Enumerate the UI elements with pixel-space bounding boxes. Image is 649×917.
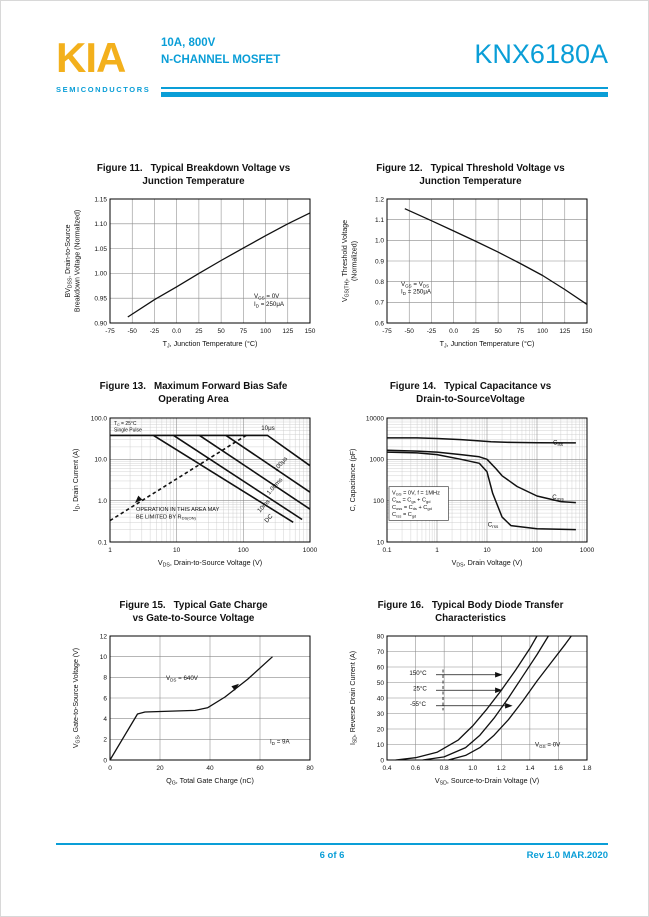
figure-14-title: Figure 14. Typical Capacitance vs Drain-to-SourceVoltage	[389, 381, 552, 406]
part-number: KNX6180A	[474, 39, 608, 69]
svg-text:100: 100	[537, 328, 548, 336]
svg-text:0.9: 0.9	[374, 258, 384, 266]
svg-text:VGS(TH), Threshold Voltage: $V_{GS(TH)}$, Threshold Voltage	[342, 220, 351, 303]
svg-text:100.0: 100.0	[90, 415, 107, 423]
svg-text:1000: 1000	[579, 546, 595, 554]
svg-text:0.8: 0.8	[439, 765, 449, 773]
svg-text:125: 125	[559, 328, 571, 336]
svg-text:ID = 250μA: $I_D = 250\mu A$	[401, 289, 432, 297]
device-type: N-CHANNEL MOSFET	[161, 53, 281, 66]
threshold-voltage-chart	[333, 193, 608, 359]
svg-text:Single Pulse: Single Pulse	[114, 427, 142, 434]
figure-label: Figure 16.	[377, 599, 424, 611]
svg-text:0.95: 0.95	[94, 295, 107, 303]
svg-text:70: 70	[376, 649, 384, 657]
svg-text:TJ, Junction Temperature (°C): $T_J$, Junction Temperature (°C)	[162, 339, 258, 351]
svg-text:40: 40	[376, 695, 384, 703]
svg-text:-75: -75	[382, 328, 392, 336]
header-rule-thin	[161, 87, 608, 89]
footer-rule	[56, 843, 608, 845]
svg-text:25: 25	[472, 328, 480, 336]
svg-text:150: 150	[304, 328, 316, 336]
revision-label: Rev 1.0 MAR.2020	[526, 850, 608, 861]
svg-text:0.4: 0.4	[382, 765, 392, 773]
figure-label: Figure 14.	[389, 381, 437, 393]
svg-text:BVDSS, Drain-to-Source: $BV_{DSS}$, Drain-to-Source	[65, 225, 74, 298]
svg-text:-50: -50	[127, 328, 137, 336]
header-rule-thick	[161, 92, 608, 97]
svg-text:50: 50	[494, 328, 502, 336]
svg-text:25°C: 25°C	[413, 685, 427, 693]
svg-text:TJ, Junction Temperature (°C): $T_J$, Junction Temperature (°C)	[439, 339, 535, 351]
figure-label: Figure 12.	[376, 163, 423, 174]
svg-text:ID, Drain Current (A): $I_D$, Drain Current (A)	[73, 448, 82, 512]
svg-text:ID = 250μA: $I_D = 250\mu A$	[254, 301, 285, 310]
svg-text:BE LIMITED BY RDS(ON): BE LIMITED BY $R_{DS(ON)}$	[136, 514, 196, 521]
svg-text:1.0: 1.0	[468, 765, 478, 773]
svg-text:25: 25	[195, 328, 203, 336]
svg-text:1.2: 1.2	[496, 765, 506, 773]
svg-text:0.6: 0.6	[374, 320, 384, 328]
svg-text:VGS = 0V: $V_{GS} = 0V$	[254, 293, 280, 302]
svg-text:(Normalized): (Normalized)	[351, 241, 359, 282]
footer	[56, 843, 608, 861]
svg-text:10: 10	[99, 654, 107, 662]
svg-text:10: 10	[483, 546, 491, 554]
figure-13-title: Figure 13. Maximum Forward Bias Safe Operating Area	[99, 381, 288, 406]
svg-text:-50: -50	[404, 328, 414, 336]
svg-text:1.0: 1.0	[97, 497, 107, 505]
svg-text:30: 30	[376, 711, 384, 719]
header	[56, 31, 608, 131]
svg-text:-25: -25	[149, 328, 160, 336]
figure-14	[333, 381, 608, 577]
svg-text:0.0: 0.0	[172, 328, 182, 336]
svg-text:Coss: $C_{oss}$	[552, 494, 564, 502]
device-summary	[161, 35, 280, 68]
svg-text:10: 10	[376, 539, 384, 547]
svg-text:75: 75	[516, 328, 524, 336]
figure-11	[56, 163, 331, 359]
svg-text:Breakdown Voltage (Normalized): Breakdown Voltage (Normalized)	[74, 210, 82, 313]
svg-text:80: 80	[376, 633, 384, 641]
svg-text:10000: 10000	[365, 415, 384, 423]
kia-logo: KIA	[56, 34, 126, 81]
svg-text:VDS = 640V: $V_{DS} = 640V$	[166, 675, 198, 683]
svg-text:75: 75	[239, 328, 247, 336]
svg-text:0.0: 0.0	[449, 328, 459, 336]
figure-16	[333, 600, 608, 796]
svg-text:12: 12	[99, 633, 107, 641]
svg-text:OPERATION IN THIS AREA MAY: OPERATION IN THIS AREA MAY	[136, 506, 220, 513]
svg-text:20: 20	[156, 765, 164, 773]
svg-text:0.1: 0.1	[382, 546, 392, 554]
svg-text:10: 10	[376, 742, 384, 750]
svg-text:1000: 1000	[302, 546, 318, 554]
svg-text:100μs: 100μs	[272, 455, 290, 473]
svg-text:40: 40	[206, 765, 214, 773]
svg-text:6: 6	[103, 695, 107, 703]
svg-text:150°C: 150°C	[409, 670, 427, 678]
svg-text:50: 50	[217, 328, 225, 336]
svg-text:0.1: 0.1	[97, 539, 107, 547]
svg-text:ID = 9A: $I_D = 9A$	[270, 738, 290, 747]
svg-text:VGS = 0V, f = 1MHz: $V_{GS} = 0V$, f = 1MHz	[392, 490, 440, 497]
svg-text:1.8: 1.8	[582, 765, 592, 773]
svg-text:QG, Total Gate Charge (nC): $Q_G$, Total Gate Charge (nC)	[166, 776, 254, 788]
svg-text:1.0: 1.0	[374, 238, 384, 246]
breakdown-voltage-chart	[56, 193, 331, 359]
device-rating: 10A, 800V	[161, 37, 216, 49]
gate-charge-chart	[56, 630, 331, 796]
svg-text:1.00ms: 1.00ms	[265, 476, 285, 497]
svg-text:VDS, Drain Voltage (V): $V_{DS}$, Drain Voltage (V)	[451, 557, 523, 569]
svg-text:1.00: 1.00	[94, 271, 107, 279]
svg-text:20: 20	[376, 726, 384, 734]
svg-text:DC: DC	[263, 512, 275, 525]
capacitance-chart	[333, 412, 608, 578]
svg-text:0: 0	[108, 765, 112, 773]
svg-text:VDS, Drain-to-Source Voltage (: $V_{DS}$, Drain-to-Source Voltage (V)	[157, 557, 263, 569]
svg-text:100: 100	[237, 546, 249, 554]
figure-label: Figure 13.	[99, 381, 146, 393]
svg-text:10μs: 10μs	[261, 424, 275, 432]
figure-15	[56, 600, 331, 796]
svg-text:100: 100	[531, 546, 543, 554]
svg-text:0.8: 0.8	[374, 279, 384, 287]
svg-text:1000: 1000	[369, 456, 384, 464]
svg-text:100: 100	[260, 328, 271, 336]
svg-text:8: 8	[103, 675, 107, 683]
svg-text:1.15: 1.15	[94, 196, 107, 204]
svg-text:10.0: 10.0	[94, 456, 107, 464]
svg-text:10: 10	[173, 546, 181, 554]
svg-text:60: 60	[376, 664, 384, 672]
body-diode-chart	[333, 630, 608, 796]
safe-operating-area-chart	[56, 412, 331, 578]
svg-text:0: 0	[103, 757, 107, 765]
svg-text:1: 1	[108, 546, 112, 554]
svg-text:1.05: 1.05	[94, 246, 107, 254]
svg-text:80: 80	[306, 765, 314, 773]
svg-text:100: 100	[373, 497, 384, 505]
svg-text:60: 60	[256, 765, 264, 773]
svg-text:0.90: 0.90	[94, 320, 107, 328]
svg-text:Crss: $C_{rss}$	[487, 521, 499, 529]
svg-text:VGS, Gate-to-Source Voltage (V: $V_{GS}$, Gate-to-Source Voltage (V)	[73, 648, 82, 749]
svg-text:-55°C: -55°C	[410, 701, 426, 709]
svg-text:1.2: 1.2	[374, 196, 384, 204]
figure-11-title: Figure 11. Typical Breakdown Voltage vs Junction Temperature	[96, 163, 291, 187]
logo-subtitle: SEMICONDUCTORS	[56, 85, 151, 94]
svg-text:1.6: 1.6	[553, 765, 563, 773]
svg-text:10ms: 10ms	[256, 498, 272, 515]
svg-text:VGS = 0V: $V_{GS} = 0V$	[535, 741, 561, 750]
svg-text:50: 50	[376, 680, 384, 688]
svg-text:125: 125	[282, 328, 294, 336]
svg-text:0: 0	[380, 757, 384, 765]
svg-text:-75: -75	[105, 328, 115, 336]
svg-text:1.10: 1.10	[94, 221, 107, 229]
svg-text:0.6: 0.6	[411, 765, 421, 773]
figure-label: Figure 11.	[96, 163, 143, 174]
svg-text:4: 4	[103, 716, 107, 724]
svg-text:Ciss: $C_{iss}$	[553, 439, 563, 448]
svg-text:1.1: 1.1	[374, 217, 384, 225]
svg-text:VGS = VDS: $V_{GS} = V_{DS}$	[401, 281, 430, 289]
svg-text:2: 2	[103, 737, 107, 745]
svg-text:ISD, Reverse Drain Current (A): $I_{SD}$, Reverse Drain Current (A)	[350, 651, 359, 746]
figure-16-title: Figure 16. Typical Body Diode Transfer Characteristics	[377, 599, 564, 624]
svg-text:-25: -25	[426, 328, 437, 336]
svg-text:C, Capacitance (pF): C, Capacitance (pF)	[350, 448, 357, 512]
svg-text:1: 1	[435, 546, 439, 554]
svg-text:0.7: 0.7	[374, 300, 384, 308]
figure-label: Figure 15.	[119, 599, 166, 611]
page-number: 6 of 6	[319, 850, 345, 861]
figure-12	[333, 163, 608, 359]
svg-text:Ciss = Cgs + Cgd: $C_{iss} = C_{gs} + C_{gd}$	[392, 497, 431, 504]
svg-text:VSD, Source-to-Drain Voltage (: $V_{SD}$, Source-to-Drain Voltage (V)	[434, 776, 540, 788]
figure-13	[56, 381, 331, 577]
svg-text:Coss = Cds + Cgd: $C_{oss} = C_{ds} + C_{gd}$	[392, 504, 432, 512]
figure-12-title: Figure 12. Typical Threshold Voltage vs Junction Temperature	[376, 163, 565, 187]
svg-text:Crss = Cgd: $C_{rss} = C_{gd}$	[392, 512, 417, 519]
svg-text:1.4: 1.4	[525, 765, 535, 773]
svg-text:150: 150	[581, 328, 593, 336]
figure-grid	[56, 163, 608, 796]
figure-15-title: Figure 15. Typical Gate Charge vs Gate-to-Source Voltage	[119, 599, 268, 624]
svg-text:TC = 25°C: $T_C = 25^\circ C$	[114, 420, 137, 427]
